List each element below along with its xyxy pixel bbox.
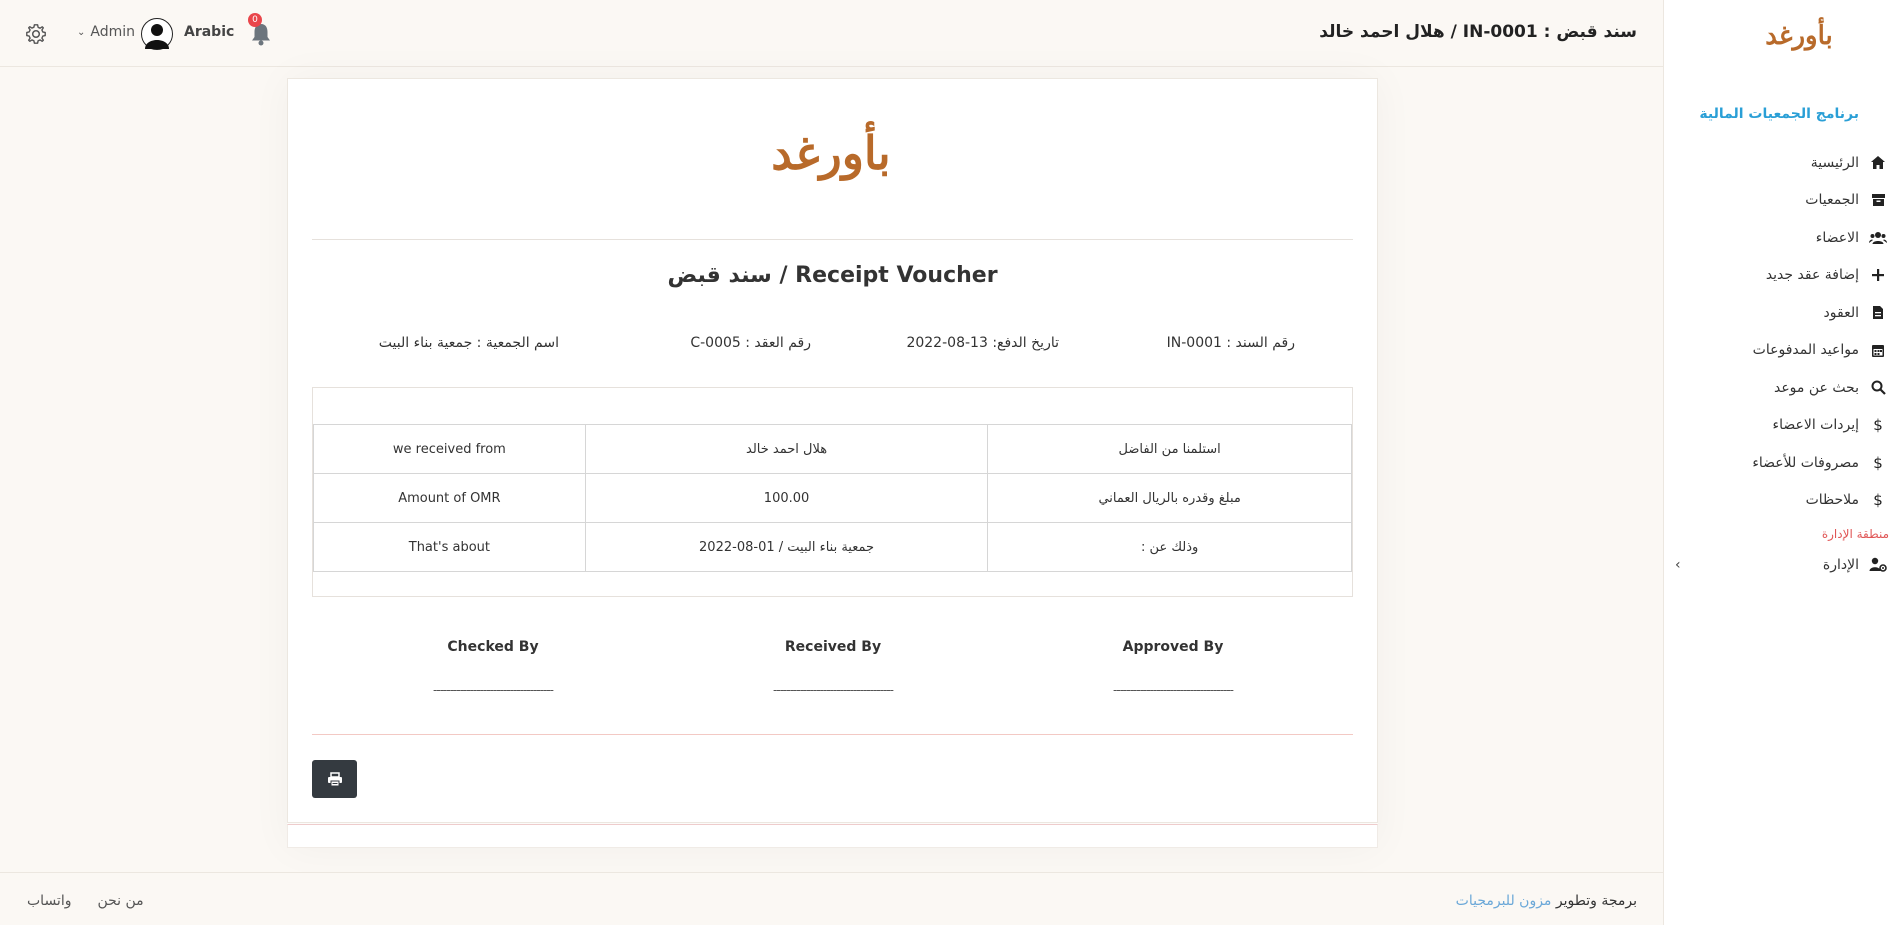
sidebar-brand-title[interactable]: برنامج الجمعيات المالية	[1699, 106, 1859, 122]
sidebar-item-label: إيردات الاعضاء	[1772, 417, 1859, 434]
top-header	[0, 0, 1663, 67]
sidebar	[1663, 0, 1901, 925]
arabic-label: استلمنا من الفاضل	[988, 425, 1352, 474]
sidebar-item-member-revenues[interactable]	[1675, 407, 1889, 445]
calendar-icon	[1867, 341, 1889, 359]
sidebar-item-label: الإدارة	[1822, 556, 1859, 573]
print-button[interactable]	[312, 760, 357, 798]
sidebar-nav	[1675, 144, 1889, 584]
voucher-number: رقم السند : IN-0001	[1166, 335, 1295, 351]
row-value: جمعية بناء البيت / 01-08-2022	[585, 523, 988, 572]
company-logo	[771, 107, 891, 199]
svg-text:بأورغد: بأورغد	[771, 126, 891, 180]
row-value: 100.00	[585, 474, 988, 523]
notification-badge: 0	[248, 13, 262, 27]
approved-by-label: Approved By	[1122, 639, 1224, 655]
sidebar-item-member-expenses[interactable]	[1675, 444, 1889, 482]
sidebar-item-label: الرئيسية	[1810, 154, 1859, 171]
file-icon	[1867, 304, 1889, 322]
sidebar-item-add-contract[interactable]	[1675, 257, 1889, 295]
sidebar-item-label: مواعيد المدفوعات	[1752, 342, 1859, 359]
card-footer-strip	[287, 824, 1378, 848]
avatar[interactable]	[141, 18, 173, 50]
footer-credit	[1456, 893, 1637, 909]
dollar-icon: $	[1873, 453, 1883, 472]
gear-icon[interactable]	[25, 23, 47, 45]
checked-by-label: Checked By	[447, 639, 539, 655]
approved-by-signature-line: ------------------------------------	[1113, 683, 1233, 697]
association-name: اسم الجمعية : جمعية بناء البيت	[378, 335, 559, 351]
received-by-signature-line: ------------------------------------	[773, 683, 893, 697]
english-label: Amount of OMR	[314, 474, 586, 523]
plus-icon	[1867, 266, 1889, 284]
dollar-icon: $	[1873, 491, 1883, 510]
home-icon	[1867, 154, 1889, 172]
table-row	[314, 474, 1352, 523]
language-switcher[interactable]: Arabic	[184, 24, 235, 40]
receipt-voucher-card	[287, 78, 1378, 823]
box-icon	[1867, 191, 1889, 209]
sidebar-item-label: بحث عن موعد	[1773, 379, 1859, 396]
divider	[312, 239, 1353, 240]
voucher-table-container	[312, 387, 1353, 597]
footer-credit-text: برمجة وتطوير	[1555, 893, 1637, 909]
print-icon	[327, 772, 343, 787]
footer-link-about[interactable]: من نحن	[97, 893, 144, 909]
chevron-right-icon[interactable]: ›	[1675, 556, 1681, 573]
received-by-label: Received By	[784, 639, 882, 655]
sidebar-item-label: الجمعيات	[1805, 192, 1859, 209]
sidebar-item-label: إضافة عقد جديد	[1765, 267, 1859, 284]
row-value: هلال احمد خالد	[585, 425, 988, 474]
page-footer	[0, 872, 1663, 925]
chevron-down-icon: ⌄	[77, 26, 86, 38]
divider	[312, 734, 1353, 735]
user-cog-icon	[1867, 556, 1889, 574]
dollar-icon: $	[1873, 416, 1883, 435]
table-row	[314, 523, 1352, 572]
footer-link-whatsapp[interactable]: واتساب	[27, 893, 72, 909]
arabic-label: وذلك عن :	[988, 523, 1352, 572]
english-label: That's about	[314, 523, 586, 572]
brand-logo[interactable]	[1765, 10, 1833, 60]
sidebar-item-label: ملاحظات	[1805, 492, 1859, 509]
sidebar-item-administration[interactable]	[1675, 546, 1889, 584]
user-menu[interactable]	[77, 24, 135, 40]
sidebar-item-home[interactable]	[1675, 144, 1889, 182]
footer-credit-link[interactable]: مزون للبرمجيات	[1455, 893, 1552, 909]
footer-links	[27, 893, 144, 909]
voucher-title: سند قبض / Receipt Voucher	[667, 263, 998, 288]
user-name: Admin	[90, 24, 136, 40]
sidebar-item-associations[interactable]	[1675, 182, 1889, 220]
voucher-table	[313, 424, 1352, 572]
sidebar-item-label: الاعضاء	[1815, 229, 1859, 246]
svg-text:بأورغد: بأورغد	[1765, 21, 1833, 51]
page-title: سند قبض : IN-0001 / هلال احمد خالد	[1319, 22, 1637, 42]
sidebar-item-search-appointment[interactable]	[1675, 369, 1889, 407]
english-label: we received from	[314, 425, 586, 474]
table-row	[314, 425, 1352, 474]
sidebar-item-label: مصروفات للأعضاء	[1752, 454, 1859, 471]
sidebar-item-members[interactable]	[1675, 219, 1889, 257]
search-icon	[1867, 379, 1889, 397]
contract-number: رقم العقد : C-0005	[690, 335, 811, 351]
sidebar-section-admin: منطقة الإدارة	[1821, 526, 1889, 541]
users-icon	[1867, 229, 1889, 247]
payment-date: تاريخ الدفع: 13-08-2022	[906, 335, 1059, 351]
sidebar-item-label: العقود	[1823, 304, 1859, 321]
sidebar-item-contracts[interactable]	[1675, 294, 1889, 332]
checked-by-signature-line: ------------------------------------	[433, 683, 553, 697]
arabic-label: مبلغ وقدره بالريال العماني	[988, 474, 1352, 523]
sidebar-item-payment-dates[interactable]	[1675, 332, 1889, 370]
sidebar-item-notes[interactable]	[1675, 482, 1889, 520]
